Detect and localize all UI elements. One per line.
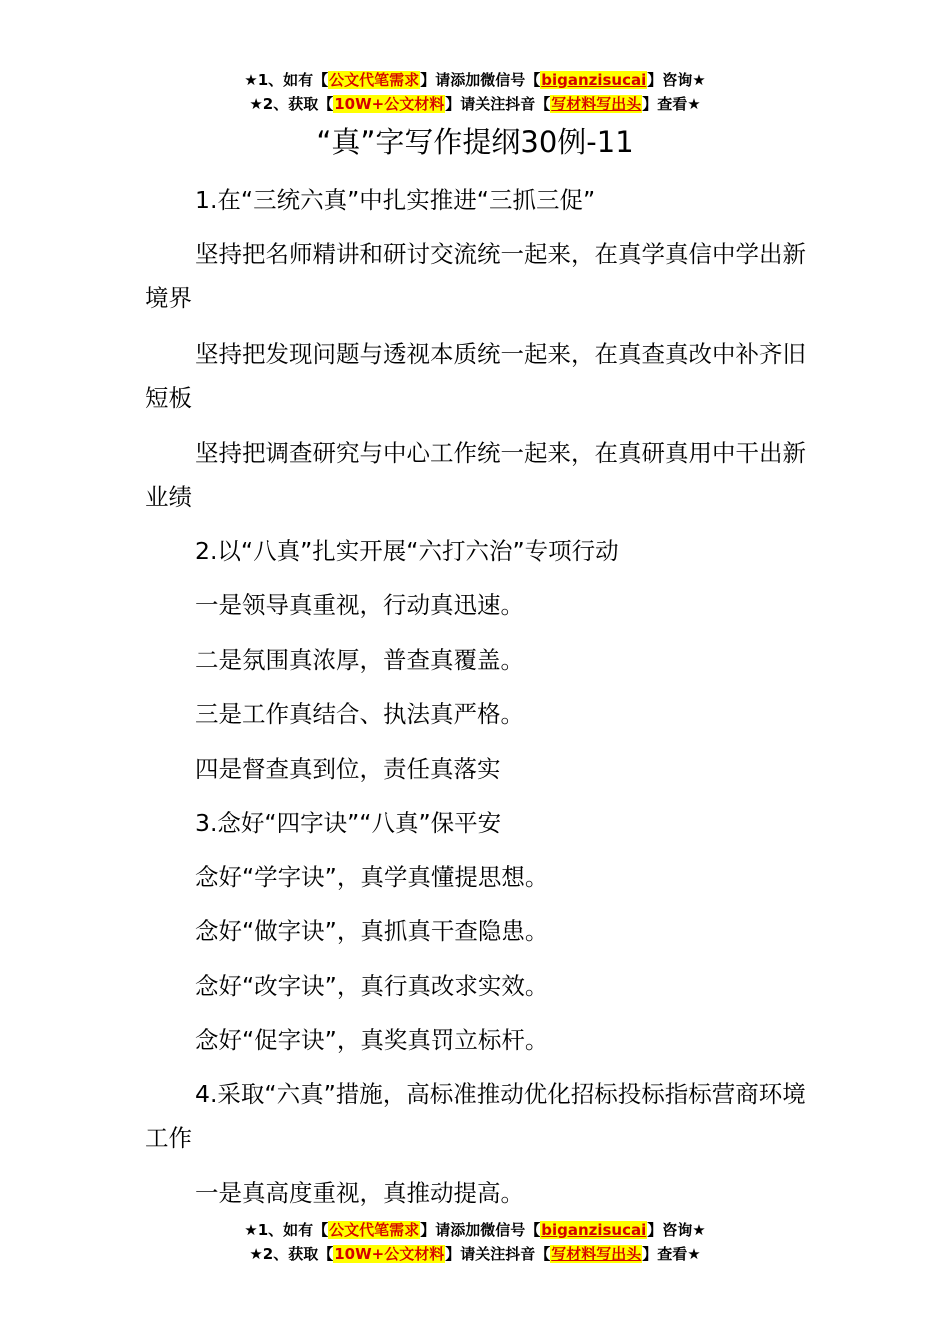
banner-line-2 (0, 1242, 950, 1266)
banner-text: 】请添加微信号【 (420, 71, 541, 89)
paragraph: 念好“学字诀”，真学真懂提思想。 (195, 863, 549, 891)
banner-text: 】查看★ (642, 1245, 701, 1263)
banner-line-2 (0, 92, 950, 116)
highlight-service: 公文代笔需求 (329, 71, 420, 89)
banner-text: ★1、如有【 (244, 71, 329, 89)
highlight-service: 公文代笔需求 (329, 1221, 420, 1239)
banner-text: 】查看★ (642, 95, 701, 113)
document-title: “真”字写作提纲30例-11 (316, 125, 634, 159)
paragraph: 一是领导真重视，行动真迅速。 (195, 591, 524, 619)
heading-1: 1.在“三统六真”中扎实推进“三抓三促” (195, 186, 596, 214)
paragraph: 坚持把调查研究与中心工作统一起来，在真研真用中干出新业绩 (145, 439, 806, 511)
footer-banner (0, 1218, 950, 1266)
paragraph: 坚持把名师精讲和研讨交流统一起来，在真学真信中学出新境界 (145, 240, 806, 312)
banner-line-1 (0, 1218, 950, 1242)
banner-text: 】咨询★ (647, 1221, 706, 1239)
paragraph: 一是真高度重视，真推动提高。 (195, 1179, 524, 1207)
banner-text: ★1、如有【 (244, 1221, 329, 1239)
highlight-materials: 10W+公文材料 (334, 1245, 445, 1263)
highlight-wechat-id: biganzisucai (541, 71, 647, 89)
banner-text: 】请添加微信号【 (420, 1221, 541, 1239)
paragraph: 念好“改字诀”，真行真改求实效。 (195, 972, 549, 1000)
header-banner (0, 68, 950, 116)
banner-text: 】咨询★ (647, 71, 706, 89)
banner-text: ★2、获取【 (249, 1245, 334, 1263)
highlight-wechat-id: biganzisucai (541, 1221, 647, 1239)
banner-line-1 (0, 68, 950, 92)
banner-text: 】请关注抖音【 (445, 95, 551, 113)
highlight-materials: 10W+公文材料 (334, 95, 445, 113)
paragraph: 三是工作真结合、执法真严格。 (195, 700, 524, 728)
heading-2: 2.以“八真”扎实开展“六打六治”专项行动 (195, 537, 619, 565)
paragraph: 坚持把发现问题与透视本质统一起来，在真查真改中补齐旧短板 (145, 340, 806, 412)
paragraph: 二是氛围真浓厚，普查真覆盖。 (195, 646, 524, 674)
heading-4: 4.采取“六真”措施，高标准推动优化招标投标指标营商环境工作 (145, 1080, 806, 1152)
highlight-douyin: 写材料写出头 (551, 95, 642, 113)
paragraph: 念好“做字诀”，真抓真干查隐患。 (195, 917, 549, 945)
banner-text: 】请关注抖音【 (445, 1245, 551, 1263)
paragraph: 四是督查真到位，责任真落实 (195, 755, 501, 783)
banner-text: ★2、获取【 (249, 95, 334, 113)
paragraph: 念好“促字诀”，真奖真罚立标杆。 (195, 1026, 549, 1054)
highlight-douyin: 写材料写出头 (551, 1245, 642, 1263)
heading-3: 3.念好“四字诀”“八真”保平安 (195, 809, 502, 837)
